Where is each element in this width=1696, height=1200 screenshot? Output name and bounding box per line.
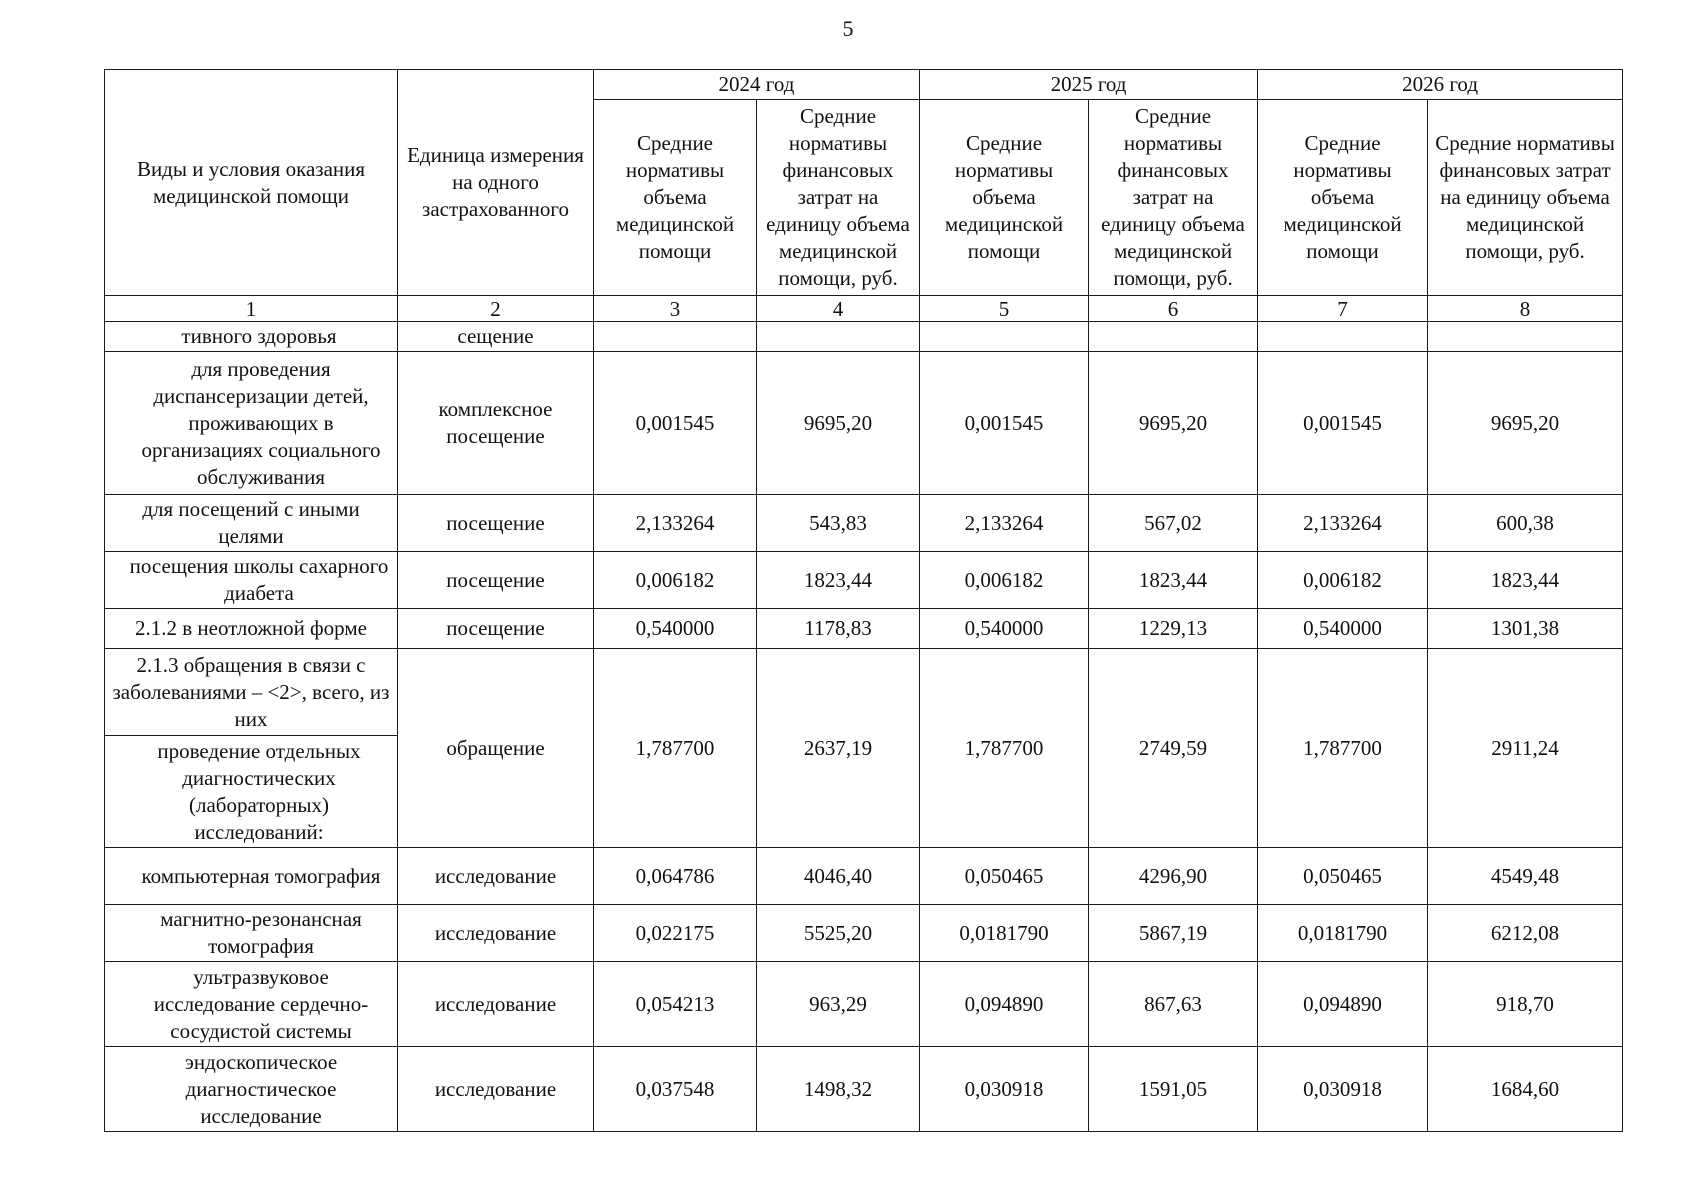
row-value: 0,540000: [1258, 609, 1428, 649]
table-row: [105, 352, 1623, 495]
row-value: 1823,44: [1089, 552, 1258, 609]
row-value: [920, 322, 1089, 352]
row-value: 0,094890: [920, 962, 1089, 1047]
row-unit: сещение: [398, 322, 594, 352]
row-value: 1,787700: [1258, 649, 1428, 848]
row-subtype: проведение отдельных диагностических (лабораторных) исследований:: [105, 736, 398, 848]
row-value: [1089, 322, 1258, 352]
col-number: 6: [1089, 296, 1258, 322]
row-unit: исследование: [398, 1047, 594, 1132]
row-value: 1,787700: [920, 649, 1089, 848]
row-value: 1823,44: [1428, 552, 1623, 609]
row-unit: исследование: [398, 905, 594, 962]
header-sub-volume-2024: Средние нормативы объема медицинской помощи: [594, 100, 757, 296]
row-value: [757, 322, 920, 352]
row-type: для проведения диспансеризации детей, проживающих в организациях социального обслуживания: [105, 352, 398, 495]
row-unit: комплексное посещение: [398, 352, 594, 495]
row-value: 9695,20: [1089, 352, 1258, 495]
row-type: тивного здоровья: [105, 322, 398, 352]
row-value: 0,0181790: [920, 905, 1089, 962]
row-value: 1823,44: [757, 552, 920, 609]
col-number: 7: [1258, 296, 1428, 322]
row-value: 567,02: [1089, 495, 1258, 552]
row-value: 0,037548: [594, 1047, 757, 1132]
row-unit: посещение: [398, 552, 594, 609]
row-value: 0,0181790: [1258, 905, 1428, 962]
row-value: 1301,38: [1428, 609, 1623, 649]
norms-table: [104, 69, 1623, 1132]
row-value: 4296,90: [1089, 848, 1258, 905]
table-row: [105, 649, 1623, 736]
row-value: 2637,19: [757, 649, 920, 848]
header-sub-volume-2026: Средние нормативы объема медицинской помощи: [1258, 100, 1428, 296]
row-value: 2749,59: [1089, 649, 1258, 848]
row-value: 6212,08: [1428, 905, 1623, 962]
row-value: 2,133264: [1258, 495, 1428, 552]
row-value: 1684,60: [1428, 1047, 1623, 1132]
row-value: 0,540000: [594, 609, 757, 649]
col-number: 8: [1428, 296, 1623, 322]
row-value: 2,133264: [920, 495, 1089, 552]
row-unit: обращение: [398, 649, 594, 848]
header-year-2024: 2024 год: [594, 70, 920, 100]
row-value: 0,054213: [594, 962, 757, 1047]
col-number: 4: [757, 296, 920, 322]
row-unit: исследование: [398, 848, 594, 905]
row-type: 2.1.2 в неотложной форме: [105, 609, 398, 649]
table-row: [105, 552, 1623, 609]
row-value: 0,022175: [594, 905, 757, 962]
column-numbers-row: [105, 296, 1623, 322]
table-row: [105, 322, 1623, 352]
row-value: 0,050465: [1258, 848, 1428, 905]
row-value: 0,030918: [920, 1047, 1089, 1132]
header-sub-cost-2026: Средние нормативы финансовых затрат на единицу объема медицинской помощи, руб.: [1428, 100, 1623, 296]
table-row: [105, 848, 1623, 905]
row-value: 1591,05: [1089, 1047, 1258, 1132]
row-value: 0,006182: [920, 552, 1089, 609]
header-row-years: [105, 70, 1623, 100]
row-value: 5867,19: [1089, 905, 1258, 962]
header-col2: Единица измерения на одного застрахованного: [398, 70, 594, 296]
row-value: 2911,24: [1428, 649, 1623, 848]
header-year-2026: 2026 год: [1258, 70, 1623, 100]
table-row: [105, 1047, 1623, 1132]
header-year-2025: 2025 год: [920, 70, 1258, 100]
row-value: 0,540000: [920, 609, 1089, 649]
row-unit: посещение: [398, 609, 594, 649]
col-number: 1: [105, 296, 398, 322]
row-type: 2.1.3 обращения в связи с заболеваниями – <2>, всего, из них: [105, 649, 398, 736]
row-value: 0,006182: [1258, 552, 1428, 609]
row-value: 1178,83: [757, 609, 920, 649]
table-row: [105, 495, 1623, 552]
row-value: 0,001545: [1258, 352, 1428, 495]
page-number: 5: [842, 16, 854, 41]
row-value: 1498,32: [757, 1047, 920, 1132]
row-value: 0,001545: [594, 352, 757, 495]
row-value: [1258, 322, 1428, 352]
row-type: посещения школы сахарного диабета: [105, 552, 398, 609]
row-value: 2,133264: [594, 495, 757, 552]
row-value: 543,83: [757, 495, 920, 552]
row-value: 0,030918: [1258, 1047, 1428, 1132]
row-type: для посещений с иными целями: [105, 495, 398, 552]
col-number: 5: [920, 296, 1089, 322]
row-type: компьютерная томография: [105, 848, 398, 905]
row-value: 4046,40: [757, 848, 920, 905]
row-type: ультразвуковое исследование сердечно-сосудистой системы: [105, 962, 398, 1047]
row-value: 0,050465: [920, 848, 1089, 905]
row-value: 0,064786: [594, 848, 757, 905]
row-value: 1229,13: [1089, 609, 1258, 649]
row-value: 4549,48: [1428, 848, 1623, 905]
table-row: [105, 609, 1623, 649]
row-value: 5525,20: [757, 905, 920, 962]
row-unit: посещение: [398, 495, 594, 552]
col-number: 2: [398, 296, 594, 322]
row-value: 0,006182: [594, 552, 757, 609]
row-type: эндоскопическое диагностическое исследование: [105, 1047, 398, 1132]
header-sub-cost-2024: Средние нормативы финансовых затрат на единицу объема медицинской помощи, руб.: [757, 100, 920, 296]
header-sub-cost-2025: Средние нормативы финансовых затрат на единицу объема медицинской помощи, руб.: [1089, 100, 1258, 296]
row-value: 9695,20: [757, 352, 920, 495]
row-value: [1428, 322, 1623, 352]
row-value: 9695,20: [1428, 352, 1623, 495]
row-value: 0,001545: [920, 352, 1089, 495]
row-value: 963,29: [757, 962, 920, 1047]
row-value: 0,094890: [1258, 962, 1428, 1047]
row-unit: исследование: [398, 962, 594, 1047]
header-sub-volume-2025: Средние нормативы объема медицинской помощи: [920, 100, 1089, 296]
table-row: [105, 905, 1623, 962]
header-col1: Виды и условия оказания медицинской помощи: [105, 70, 398, 296]
row-value: [594, 322, 757, 352]
row-value: 867,63: [1089, 962, 1258, 1047]
row-value: 918,70: [1428, 962, 1623, 1047]
row-value: 600,38: [1428, 495, 1623, 552]
row-type: магнитно-резонансная томография: [105, 905, 398, 962]
row-value: 1,787700: [594, 649, 757, 848]
col-number: 3: [594, 296, 757, 322]
table-row: [105, 962, 1623, 1047]
